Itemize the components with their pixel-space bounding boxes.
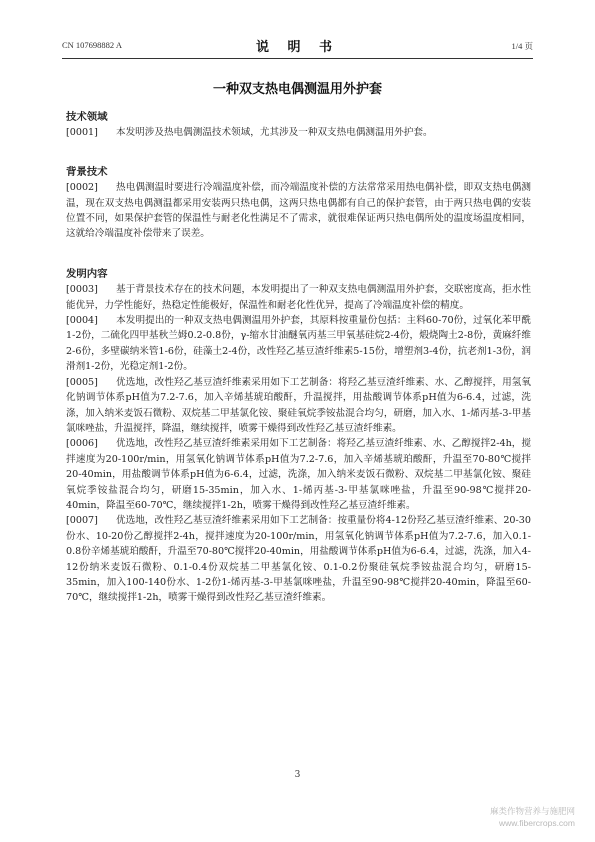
paragraph-0005 <box>66 375 531 437</box>
paragraph-number: [0002] <box>66 182 98 194</box>
paragraph-0006 <box>66 436 531 513</box>
section-heading: 发明内容 <box>66 267 108 280</box>
paragraph-text: 本发明涉及热电偶测温技术领域，尤其涉及一种双支热电偶测温用外护套。 <box>116 127 433 139</box>
page-header <box>62 36 533 59</box>
paragraph-text: 优选地，改性羟乙基豆渣纤维素采用如下工艺制备：将羟乙基豆渣纤维素、水、乙醇搅拌2-4h，搅拌速度为20-100r/min，用氢氧化钠调节体系pH值为7.2-7.6，加入辛烯基琥珀酸酐，升温至70-80℃搅拌20-40min，用盐酸调节体系pH值为6-6.4，过滤，洗涤，加入纳米麦饭石微粉、双烷基二甲基氯化铵、聚硅氧烷季铵盐混合均匀，研磨15-35min，加入水、1-烯丙基-3-甲基氯咪唑盐，升温至90-98℃搅拌20-40min，降温至60-70℃，继续搅拌1-2h，喷雾干燥得到改性羟乙基豆渣纤维素。 <box>66 438 531 511</box>
paragraph-number: [0004] <box>66 315 98 327</box>
section-invention-content <box>66 267 531 606</box>
paragraph-text: 优选地，改性羟乙基豆渣纤维素采用如下工艺制备：将羟乙基豆渣纤维素、水、乙醇搅拌，用氢氧化钠调节体系pH值为7.2-7.6，加入辛烯基琥珀酸酐，升温搅拌，用盐酸调节体系pH值为6-6.4，过滤，洗涤，加入纳米麦饭石微粉、双烷基二甲基氯化铵、聚硅氧烷季铵盐混合均匀，研磨，加入水、1-烯丙基-3-甲基氯咪唑盐，升温搅拌，降温，继续搅拌，喷雾干燥得到改性羟乙基豆渣纤维素。 <box>66 376 531 434</box>
document-type-heading: 说 明 书 <box>255 40 340 55</box>
section-heading: 背景技术 <box>66 165 108 178</box>
section-heading: 技术领域 <box>66 111 108 123</box>
document-body <box>66 110 531 606</box>
paragraph-text: 本发明提出的一种双支热电偶测温用外护套，其原料按重量份包括：主料60-70份，过氧化苯甲酰1-2份，二硫化四甲基秋兰姆0.2-0.8份，γ-缩水甘油醚氧丙基三甲氧基硅烷2-4份，煅烧陶土2-8份，黄麻纤维2-6份，多壁碳纳米管1-6份，硅藻土2-4份，改性羟乙基豆渣纤维素5-15份，增塑剂3-4份，抗老剂1-3份，润滑剂1-2份，光稳定剂1-2份。 <box>66 315 531 373</box>
paragraph-0003 <box>66 282 531 313</box>
paragraph-number: [0003] <box>66 284 98 296</box>
patent-number: CN 107698882 A <box>62 40 122 50</box>
watermark-site-name: 麻类作物营养与施肥网 <box>489 806 575 816</box>
paragraph-0001 <box>66 125 531 140</box>
paragraph-0007 <box>66 513 531 605</box>
paragraph-0004 <box>66 313 531 375</box>
section-background <box>66 165 531 242</box>
paragraph-number: [0001] <box>66 127 98 139</box>
paragraph-0002 <box>66 180 531 242</box>
paragraph-text: 优选地，改性羟乙基豆渣纤维素采用如下工艺制备：按重量份将4-12份羟乙基豆渣纤维素、20-30份水、10-20份乙醇搅拌2-4h，搅拌速度为20-100r/min，用氢氧化钠调节体系pH值为7.2-7.6，加入0.1-0.8份辛烯基琥珀酸酐，升温至70-80℃搅拌20-40min，用盐酸调节体系pH值为6-6.4，过滤，洗涤，加入4-12份纳米麦饭石微粉、0.1-0.4份双烷基二甲基氯化铵、0.1-0.2份聚硅氧烷季铵盐混合均匀，研磨15-35min，加入100-140份水、1-2份1-烯丙基-3-甲基氯咪唑盐，升温至90-98℃搅拌20-40min，降温至60-70℃，继续搅拌1-2h，喷雾干燥得到改性羟乙基豆渣纤维素。 <box>66 515 531 604</box>
page-number: 3 <box>294 770 301 780</box>
paragraph-text: 热电偶测温时要进行冷端温度补偿，而冷端温度补偿的方法常常采用热电偶补偿，即双支热电偶测温，现在双支热电偶测温都采用安装两只热电偶，这两只热电偶都有自己的保护套管，由于两只热电偶的安装位置不同，如果保护套管的保温性与耐老化性满足不了需求，就很难保证两只热电偶所处的温度场温度相同，这就给冷端温度补偿带来了误差。 <box>66 182 531 240</box>
watermark-url: www.fibercrops.com <box>498 818 575 828</box>
paragraph-number: [0006] <box>66 438 98 450</box>
section-technical-field <box>66 110 531 141</box>
paragraph-text: 基于背景技术存在的技术问题，本发明提出了一种双支热电偶测温用外护套，交联密度高，拒水性能优异，力学性能好，热稳定性能极好，保温性和耐老化性优异，提高了冷端温度补偿的精度。 <box>66 284 531 311</box>
document-title: 一种双支热电偶测温用外护套 <box>212 82 382 97</box>
site-watermark <box>490 805 575 829</box>
paragraph-number: [0007] <box>66 515 98 527</box>
paragraph-number: [0005] <box>66 376 98 388</box>
page-indicator: 1/4 页 <box>511 41 533 51</box>
